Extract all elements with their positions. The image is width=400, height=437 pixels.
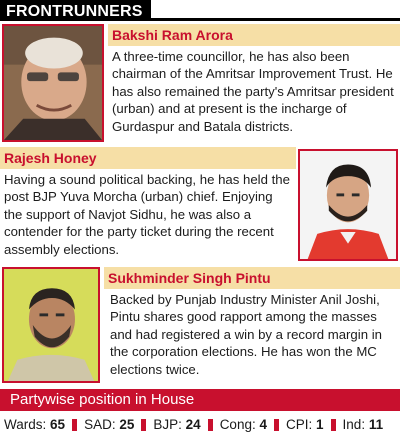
candidate-name-1: Bakshi Ram Arora: [108, 24, 400, 46]
stat-cong: [220, 417, 267, 432]
party-position-title: Partywise position in House: [0, 389, 400, 411]
stat-label: BJP:: [153, 417, 182, 432]
stat-label: CPI:: [286, 417, 313, 432]
separator-bar: [72, 419, 77, 431]
candidate-entry-3: [0, 265, 400, 387]
candidate-bio-3: Backed by Punjab Industry Minister Anil Joshi, Pintu shares good rapport among the masses and had registered a win by a record margin in the corporation elections. He has won the MC elections twice.: [110, 292, 382, 377]
candidate-entry-1: [0, 22, 400, 145]
party-position-stats: [0, 412, 400, 437]
stat-sad: [84, 417, 134, 432]
stat-label: Ind:: [342, 417, 366, 432]
section-title: FRONTRUNNERS: [0, 0, 151, 21]
separator-bar: [274, 419, 279, 431]
section-header: [0, 0, 400, 21]
stat-value: 25: [119, 417, 135, 432]
stat-bjp: [153, 417, 200, 432]
candidate-name-3: Sukhminder Singh Pintu: [104, 267, 400, 289]
stat-value: 4: [259, 417, 267, 432]
candidate-entry-2: [0, 147, 400, 263]
stat-value: 1: [316, 417, 324, 432]
stat-value: 11: [368, 417, 384, 432]
stat-value: 65: [50, 417, 66, 432]
stat-label: Wards:: [4, 417, 47, 432]
stat-label: Cong:: [219, 417, 256, 432]
candidate-name-2: Rajesh Honey: [0, 147, 296, 169]
stat-label: SAD:: [84, 417, 116, 432]
stat-wards: [4, 417, 65, 432]
candidate-bio-2: Having a sound political backing, he has held the post BJP Yuva Morcha (urban) chief. Enjoying the support of Navjot Sidhu, he was also a contender for the party ticket during the recent assembly elections.: [4, 172, 290, 257]
separator-bar: [331, 419, 336, 431]
stat-cpi: [286, 417, 324, 432]
candidate-photo-1: [2, 24, 104, 142]
candidate-photo-2: [298, 149, 398, 261]
stat-ind: [343, 417, 384, 432]
candidate-bio-1: A three-time councillor, he has also been chairman of the Amritsar Improvement Trust. He has also remained the party's Amritsar president (urban) and at present is the incharge of Gurdaspur and Batala districts.: [112, 49, 394, 134]
header-rule: [151, 0, 400, 21]
separator-bar: [208, 419, 213, 431]
stat-value: 24: [185, 417, 201, 432]
separator-bar: [141, 419, 146, 431]
candidate-photo-3: [2, 267, 100, 383]
